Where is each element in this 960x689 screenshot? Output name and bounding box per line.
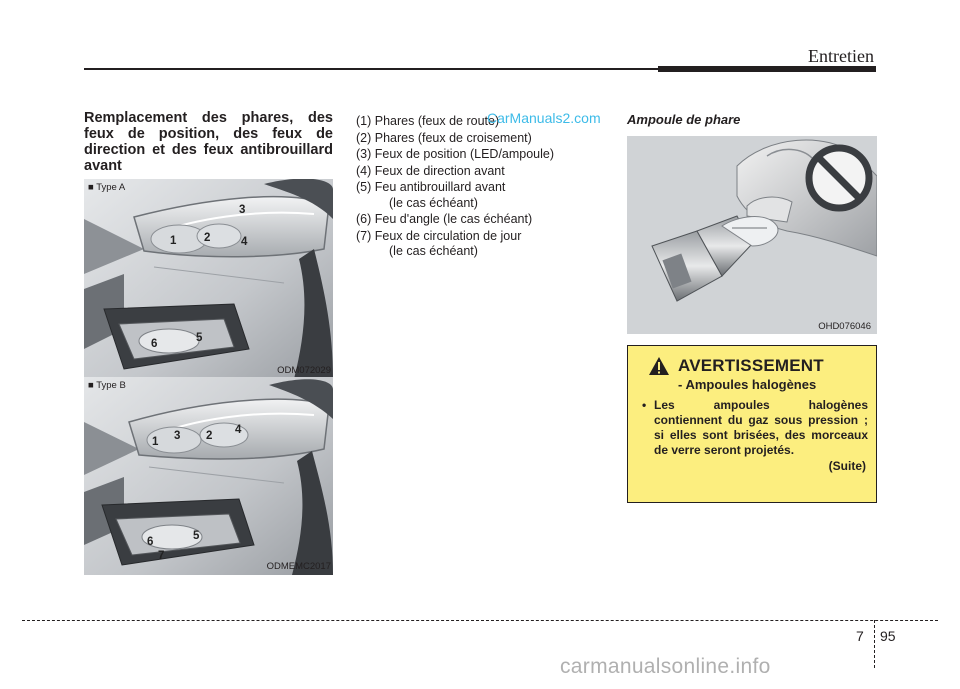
headlamp-figure-type-b: [84, 377, 333, 575]
callout-1: 1: [152, 436, 159, 448]
list-item: (5) Feu antibrouillard avant (le cas échéant): [356, 180, 506, 210]
warning-text: Les ampoules halogènes contiennent du gaz sous pression ; si elles sont brisées, des morceaux de verre seront projetés.: [654, 398, 868, 457]
callout-2: 2: [206, 430, 213, 442]
header-rule-thick: [658, 66, 876, 72]
figure-type-label: ■ Type A: [88, 182, 126, 193]
callout-3: 3: [174, 430, 181, 442]
callout-5: 5: [193, 530, 200, 542]
callout-6: 6: [147, 536, 154, 548]
list-item: (1) Phares (feux de route): [356, 114, 500, 128]
warning-box: [627, 345, 877, 503]
headlamp-figure-type-a: [84, 179, 333, 379]
page-header-title: Entretien: [808, 46, 874, 66]
warning-title: AVERTISSEMENT: [678, 356, 824, 375]
site-watermark: carmanualsonline.info: [560, 655, 771, 678]
callout-6: 6: [151, 338, 158, 350]
warning-body: [642, 398, 868, 458]
figure-code: OHD076046: [818, 321, 871, 332]
figure-type-label: ■ Type B: [88, 380, 126, 391]
headlamp-illustration-a: [84, 179, 333, 379]
section-heading: Remplacement des phares, des feux de position, des feux de direction et des feux antibrouillard avant: [84, 110, 333, 174]
page-number: 95: [880, 628, 896, 644]
lamp-list: [356, 114, 606, 261]
bullet: •: [642, 398, 647, 412]
watermark: CarManuals2.com: [487, 110, 601, 126]
list-item: (3) Feux de position (LED/ampoule): [356, 147, 555, 161]
header-rule: [84, 68, 658, 70]
figure-code: ODM072029: [277, 365, 331, 376]
chapter-number: 7: [856, 628, 864, 644]
list-item: (2) Phares (feux de croisement): [356, 130, 532, 145]
list-item: (4) Feux de direction avant: [356, 163, 505, 178]
callout-2: 2: [204, 232, 211, 244]
callout-3: 3: [239, 204, 246, 216]
warning-header: [642, 356, 868, 376]
footer-divider: [874, 620, 875, 668]
list-item: (7) Feux de circulation de jour (le cas échéant): [356, 228, 522, 258]
bulb-heading: Ampoule de phare: [627, 112, 741, 127]
headlamp-illustration-b: [84, 377, 333, 575]
callout-4: 4: [241, 236, 248, 248]
bulb-figure: [627, 136, 877, 334]
warning-continued: (Suite): [828, 459, 866, 473]
figure-code: ODMEMC2017: [266, 561, 331, 572]
warning-subtitle: - Ampoules halogènes: [678, 377, 817, 392]
footer-rule: [22, 620, 938, 621]
callout-1: 1: [170, 235, 177, 247]
callout-7: 7: [158, 550, 165, 562]
callout-5: 5: [196, 332, 203, 344]
bulb-illustration: [627, 136, 877, 334]
list-item: (6) Feu d'angle (le cas échéant): [356, 212, 533, 226]
callout-4: 4: [235, 424, 242, 436]
warning-triangle-icon: [648, 356, 670, 376]
